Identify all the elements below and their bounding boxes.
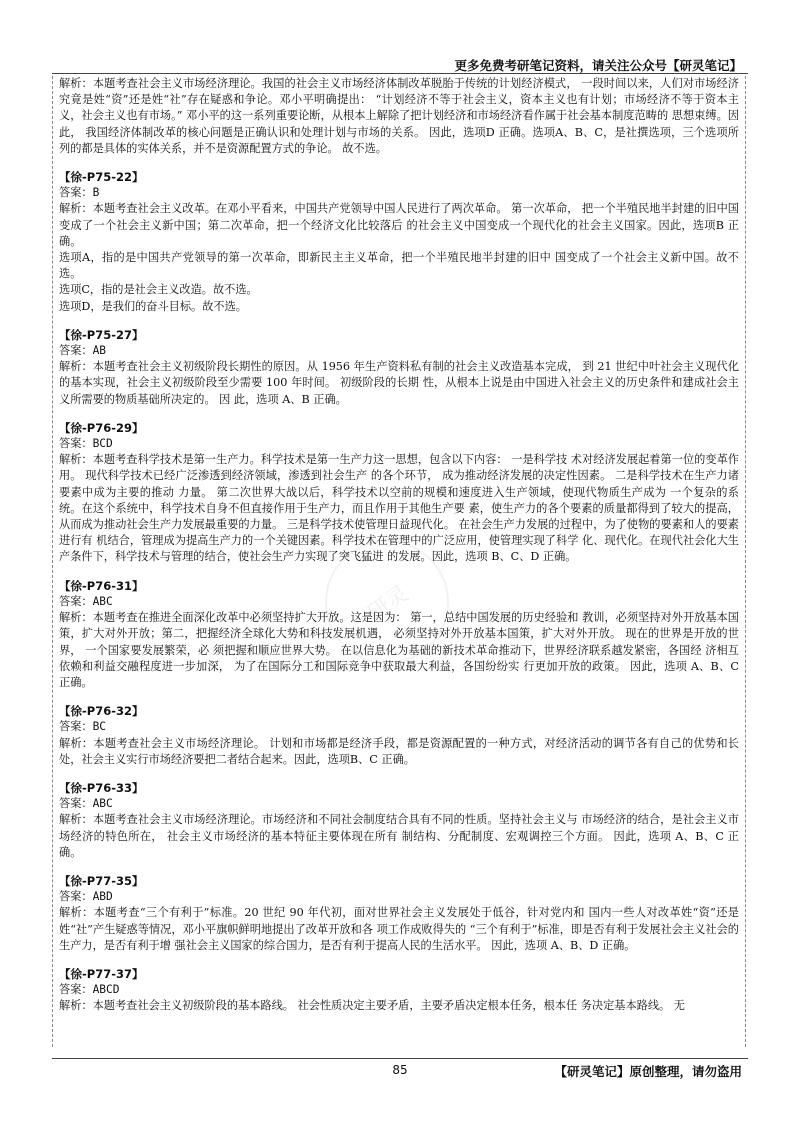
answer-line: 答案：ABC [59,797,113,811]
question-id: 【徐-P77-37】 [59,966,144,981]
question-id: 【徐-P75-27】 [59,327,144,342]
content-box [52,76,746,1047]
analysis-paragraph: 解析：本题考查社会主义市场经济理论。市场经济和不同社会制度结合具有不同的性质。坚持社会主义与 市场经济的结合，是社会主义市场经济的特色所在， 社会主义市场经济的基本特征主要体现在所有 制结构、分配制度、宏观调控三个方面。 因此，选项 A、B、C 正确。 [59,813,739,859]
question-block [59,169,739,315]
answer-line: 答案：ABCD [59,983,120,997]
answer-line: 答案：ABC [59,594,113,608]
answer-line: 答案：ABD [59,890,113,904]
question-id: 【徐-P76-29】 [59,420,144,435]
analysis-paragraph: 解析：本题考查“三个有利于”标准。20 世纪 90 年代初，面对世界社会主义发展处于低谷，针对党内和 国内一些人对改革姓“资”还是姓“社”产生疑惑等情况，邓小平旗帜鲜明地提出了改革开放和各 项工作成败得失的 “三个有利于”标准，即是否有利于发展社会主义社会的生产力，是否有利于增 强社会主义国家的综合国力，是否有利于提高人民的生活水平。 因此，选项 A、B、D 正确。 [59,906,739,952]
question-block [59,780,739,861]
page-header: 更多免费考研笔记资料，请关注公众号【研灵笔记】 [454,58,742,73]
answer-line: 答案：BCD [59,437,113,451]
analysis-paragraph: 解析：本题考查科学技术是第一生产力。科学技术是第一生产力这一思想，包含以下内容： 一是科学技 术对经济发展起着第一位的变革作用。 现代科学技术已经广泛渗透到经济领域，渗透到社会生产 的各个环节， 成为推动经济发展的决定性因素。 二是科学技术在生产力诸要素中成为主要的推动 力量。 第二次世界大战以后，科学技术以空前的规模和速度进入生产领域，使现代物质生产成为 一个复杂的系统。在这个系统中，科学技术自身不但直接作用于生产力，而且作用于其他生产要 素，使生产力的各个要素的质量都得到了较大的提高，从而成为推动社会生产力发展最重要的力量。 三是科学技术使管理日益现代化。 在社会生产力发展的过程中，为了使物的要素和人的要素进行有 机结合，管理成为提高生产力的一个关键因素。科学技术在管理中的广泛应用，使管理实现了科学 化、现代化。在现代社会化大生产条件下，科学技术与管理的结合，使社会生产力实现了突飞猛进 的发展。因此，选项 B、C、D 正确。 [59,453,739,564]
question-id: 【徐-P77-35】 [59,873,144,888]
question-block [59,873,739,954]
question-id: 【徐-P76-31】 [59,578,144,593]
question-block [59,966,739,1015]
question-id: 【徐-P76-33】 [59,780,144,795]
question-id: 【徐-P75-22】 [59,170,144,185]
footer-rule [52,1058,748,1059]
analysis-paragraph: 解析：本题考查社会主义市场经济理论。 计划和市场都是经济手段，都是资源配置的一种方式，对经济活动的调节各有自己的优势和长处，社会主义实行市场经济要把二者结合起来。因此，选项B、C 正确。 [59,736,739,766]
question-block [59,578,739,691]
question-block [59,703,739,768]
watermark-text: 研灵 [362,580,414,627]
intro-paragraph: 解析：本题考查社会主义市场经济理论。我国的社会主义市场经济体制改革脱胎于传统的计划经济模式， 一段时间以来，人们对市场经济究竟是姓“资”还是姓“社”存在疑惑和争论。邓小平明确提出： “计划经济不等于社会主义，资本主义也有计划；市场经济不等于资本主义，社会主义也有市场。” 邓小平的这一系列重要论断，从根本上解除了把计划经济和市场经济看作属于社会基本制度范畴的 思想束缚。因此， 我国经济体制改革的核心问题是正确认识和处理计划与市场的关系。 因此，选项D 正确。选项A、B、C，是社撰选项，三个选项所列的都是具体的实体关系，并不是资源配置方式的争论。 故不选。 [59,77,739,155]
answer-line: 答案：AB [59,344,107,358]
question-block [59,327,739,408]
page-number: 85 [392,1063,408,1077]
analysis-paragraph: 解析：本题考查在推进全面深化改革中必须坚持扩大开放。这是因为： 第一，总结中国发展的历史经验和 教训，必须坚持对外开放基本国策，扩大对外开放；第二，把握经济全球化大势和科技发展机遇， 必须坚持对外开放基本国策，扩大对外开放。 现在的世界是开放的世界， 一个国家要发展繁荣，必 须把握和顺应世界大势。 在以信息化为基础的新技术革命推动下，世界经济联系越发紧密，各国经 济相互依赖和利益交融程度进一步加深， 为了在国际分工和国际竞争中获取最大利益，各国纷纷实 行更加开放的政策。 因此，选项 A、B、C 正确。 [59,611,739,689]
analysis-paragraph: 解析：本题考查社会主义初级阶段的基本路线。 社会性质决定主要矛盾，主要矛盾决定根本任务，根本任 务决定基本路线。 无 [59,999,685,1013]
analysis-paragraph: 选项C，指的是社会主义改造。故不选。 [59,283,258,297]
answer-line: 答案：BC [59,720,107,734]
footer-note: 【研灵笔记】原创整理，请勿盗用 [554,1064,742,1079]
analysis-paragraph: 解析：本题考查社会主义改革。在邓小平看来，中国共产党领导中国人民进行了两次革命。 第一次革命， 把一个半殖民地半封建的旧中国变成了一个社会主义新中国；第二次革命，把一个经济文化比较落后 的社会主义中国变成一个现代化的社会主义国家。因此，选项B 正确。 [59,202,739,248]
question-block [59,420,739,566]
analysis-paragraph: 选项D，是我们的奋斗目标。故不选。 [59,299,247,313]
answer-line: 答案：B [59,186,100,200]
question-id: 【徐-P76-32】 [59,704,144,719]
header-rule [52,73,748,74]
analysis-paragraph: 解析：本题考查社会主义初级阶段长期性的原因。从 1956 年生产资料私有制的社会主义改造基本完成， 到 21 世纪中叶社会主义现代化的基本实现，社会主义初级阶段至少需要 100 年时间。 初级阶段的长期 性，从根本上说是由中国进入社会主义的历史条件和建成社会主义所需要的物质基础所决定的。 因 此，选项 A、B 正确。 [59,360,739,406]
analysis-paragraph: 选项A，指的是中国共产党领导的第一次革命，即新民主主义革命，把一个半殖民地半封建的旧中 国变成了一个社会主义新中国。故不选。 [59,251,739,281]
